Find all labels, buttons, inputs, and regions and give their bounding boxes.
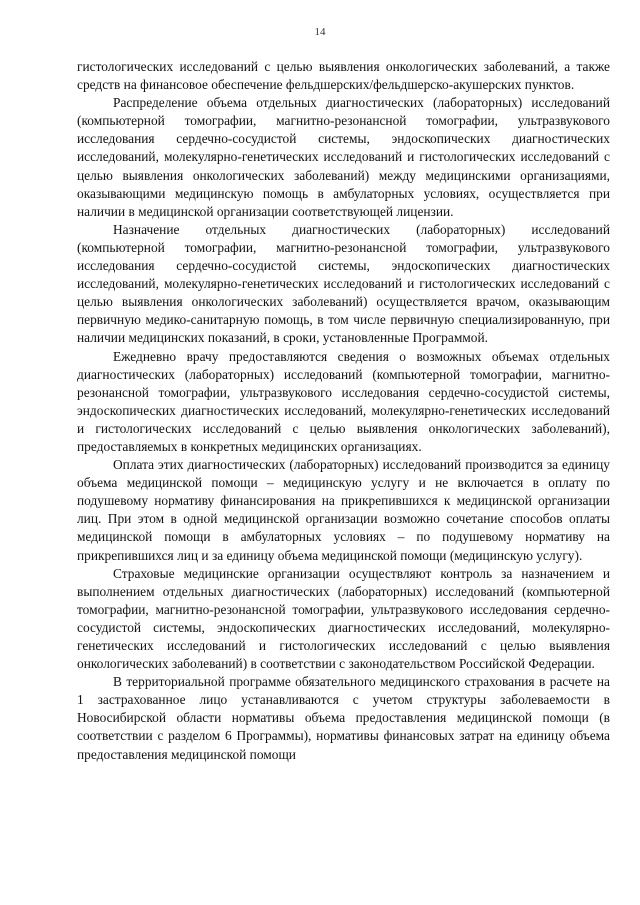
document-body	[77, 58, 610, 764]
paragraph-prescription: Назначение отдельных диагностических (лабораторных) исследований (компьютерной томографии, магнитно-резонансной томографии, ультразвукового исследования сердечно-сосудистой системы, эндоскопических диагностических исследований, молекулярно-генетических исследований и гистологических исследований с целью выявления онкологических заболеваний) осуществляется врачом, оказывающим первичную медико-санитарную помощь, в том числе первичную специализированную, при наличии медицинских показаний, в сроки, установленные Программой.	[77, 221, 610, 346]
paragraph-daily-info: Ежедневно врачу предоставляются сведения о возможных объемах отдельных диагностических (лабораторных) исследований (компьютерной томографии, магнитно-резонансной томографии, ультразвукового исследования сердечно-сосудистой системы, эндоскопических диагностических исследований, молекулярно-генетических исследований и гистологических исследований с целью выявления онкологических заболеваний), предоставляемых в конкретных медицинских организациях.	[77, 348, 610, 454]
page-number: 14	[314, 26, 326, 38]
paragraph-insurance-control: Страховые медицинские организации осуществляют контроль за назначением и выполнением отдельных диагностических (лабораторных) исследований (компьютерной томографии, магнитно-резонансной томографии, ультразвукового исследования сердечно-сосудистой системы, эндоскопических диагностических исследований, молекулярно-генетических исследований и гистологических исследований с целью выявления онкологических заболеваний) в соответствии с законодательством Российской Федерации.	[77, 565, 610, 672]
paragraph-continuation: гистологических исследований с целью выявления онкологических заболеваний, а также средств на финансовое обеспечение фельдшерских/фельдшерско-акушерских пунктов.	[77, 59, 610, 93]
paragraph-territorial-program: В территориальной программе обязательного медицинского страхования в расчете на 1 застрахованное лицо устанавливаются с учетом структуры заболеваемости в Новосибирской области нормативы объема предоставления медицинской помощи (в соответствии с разделом 6 Программы), нормативы финансовых затрат на единицу объема предоставления медицинской помощи	[77, 674, 610, 762]
paragraph-payment: Оплата этих диагностических (лабораторных) исследований производится за единицу объема медицинской помощи – медицинскую услугу и не включается в оплату по подушевому нормативу финансирования на прикрепившихся к медицинской организации лиц. При этом в одной медицинской организации возможно сочетание способов оплаты медицинской помощи в амбулаторных условиях – по подушевому нормативу на прикрепившихся лиц и за единицу объема медицинской помощи (медицинскую услугу).	[77, 457, 610, 563]
paragraph-distribution: Распределение объема отдельных диагностических (лабораторных) исследований (компьютерной томографии, магнитно-резонансной томографии, ультразвукового исследования сердечно-сосудистой системы, эндоскопических диагностических исследований, молекулярно-генетических исследований и гистологических исследований с целью выявления онкологических заболеваний) между медицинскими организациями, оказывающими медицинскую помощь в амбулаторных условиях, осуществляется при наличии в медицинской организации соответствующей лицензии.	[77, 95, 610, 219]
